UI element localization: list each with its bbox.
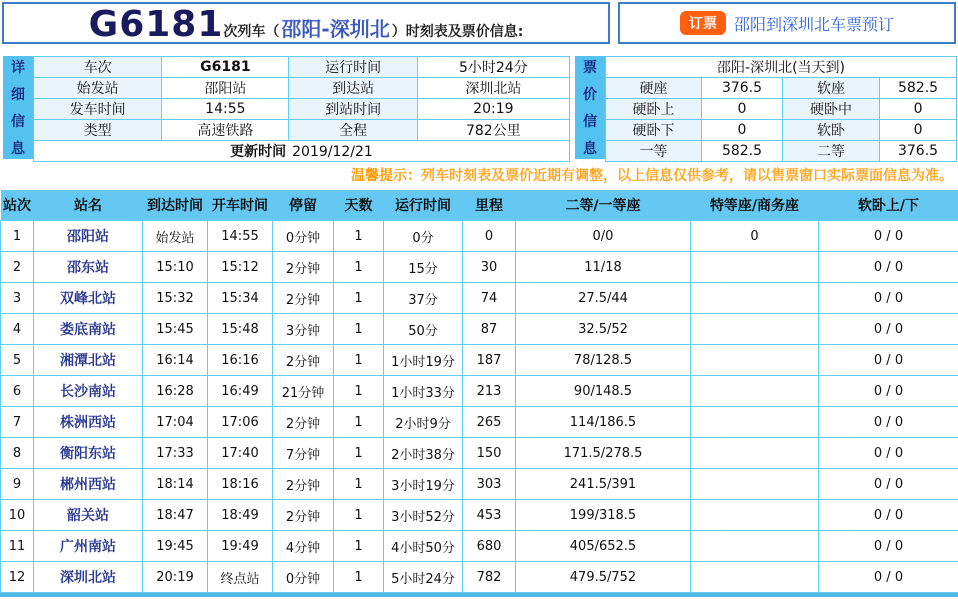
detail-table	[33, 56, 570, 162]
detail-label-char: 息	[11, 138, 25, 158]
depart-time-cell: 18:49	[208, 500, 273, 531]
station-link[interactable]: 郴州西站	[34, 469, 143, 500]
station-no-cell: 8	[1, 438, 34, 469]
depart-time-cell: 14:55	[208, 221, 273, 252]
stop-duration-cell: 2分钟	[273, 469, 334, 500]
distance-cell: 453	[463, 500, 516, 531]
fare-premier-business-cell	[691, 376, 819, 407]
bottom-divider	[0, 593, 958, 597]
station-no-cell: 5	[1, 345, 34, 376]
distance-cell: 150	[463, 438, 516, 469]
detail-panel-label	[3, 56, 33, 159]
price-row	[606, 99, 957, 120]
fare-premier-business-cell	[691, 283, 819, 314]
station-link[interactable]: 长沙南站	[34, 376, 143, 407]
price-class-label: 二等	[783, 141, 880, 162]
station-link[interactable]: 邵阳站	[34, 221, 143, 252]
day-count-cell: 1	[334, 469, 384, 500]
stop-duration-cell: 4分钟	[273, 531, 334, 562]
running-time-cell: 0分	[384, 221, 463, 252]
station-no-cell: 10	[1, 500, 34, 531]
detail-field-label: 类型	[34, 120, 162, 141]
fare-premier-business-cell	[691, 314, 819, 345]
table-row	[1, 345, 958, 376]
booking-badge[interactable]: 订票	[680, 11, 726, 35]
day-count-cell: 1	[334, 500, 384, 531]
detail-field-label: 车次	[34, 57, 162, 78]
day-count-cell: 1	[334, 345, 384, 376]
distance-cell: 0	[463, 221, 516, 252]
running-time-cell: 3小时19分	[384, 469, 463, 500]
arrive-time-cell: 15:32	[143, 283, 208, 314]
table-row	[1, 376, 958, 407]
stop-duration-cell: 2分钟	[273, 407, 334, 438]
notice-row	[0, 159, 958, 190]
distance-cell: 87	[463, 314, 516, 345]
price-class-value: 0	[702, 99, 783, 120]
detail-field-label: 到站时间	[289, 99, 417, 120]
detail-row	[34, 120, 570, 141]
detail-field-value: 邵阳站	[162, 78, 289, 99]
fare-second-first-cell: 479.5/752	[516, 562, 691, 593]
fare-second-first-cell: 78/128.5	[516, 345, 691, 376]
table-row	[1, 252, 958, 283]
distance-cell: 30	[463, 252, 516, 283]
detail-field-value: 5小时24分	[417, 57, 569, 78]
distance-cell: 265	[463, 407, 516, 438]
price-panel-label	[575, 56, 605, 159]
detail-label-char: 细	[11, 84, 25, 104]
arrive-time-cell: 18:14	[143, 469, 208, 500]
detail-field-value: 14:55	[162, 99, 289, 120]
day-count-cell: 1	[334, 438, 384, 469]
booking-box	[618, 2, 956, 44]
station-no-cell: 2	[1, 252, 34, 283]
distance-cell: 74	[463, 283, 516, 314]
top-row	[2, 2, 956, 44]
depart-time-cell: 终点站	[208, 562, 273, 593]
col-header-fare-premier-business: 特等座/商务座	[691, 190, 819, 221]
col-header-day-count: 天数	[334, 190, 384, 221]
fare-soft-sleeper-cell: 0 / 0	[819, 438, 958, 469]
arrive-time-cell: 17:04	[143, 407, 208, 438]
station-link[interactable]: 双峰北站	[34, 283, 143, 314]
fare-premier-business-cell	[691, 562, 819, 593]
col-header-fare-second-first: 二等/一等座	[516, 190, 691, 221]
price-class-value: 0	[880, 120, 957, 141]
detail-field-value: 20:19	[417, 99, 569, 120]
fare-premier-business-cell	[691, 438, 819, 469]
fare-second-first-cell: 114/186.5	[516, 407, 691, 438]
station-no-cell: 11	[1, 531, 34, 562]
arrive-time-cell: 20:19	[143, 562, 208, 593]
depart-time-cell: 16:49	[208, 376, 273, 407]
update-time-label: 更新时间	[230, 144, 286, 160]
stop-duration-cell: 3分钟	[273, 314, 334, 345]
running-time-cell: 1小时19分	[384, 345, 463, 376]
table-row	[1, 531, 958, 562]
arrive-time-cell: 15:45	[143, 314, 208, 345]
distance-cell: 187	[463, 345, 516, 376]
fare-second-first-cell: 90/148.5	[516, 376, 691, 407]
day-count-cell: 1	[334, 314, 384, 345]
station-no-cell: 3	[1, 283, 34, 314]
day-count-cell: 1	[334, 252, 384, 283]
distance-cell: 213	[463, 376, 516, 407]
fare-premier-business-cell	[691, 345, 819, 376]
table-row	[1, 407, 958, 438]
detail-field-label: 运行时间	[289, 57, 417, 78]
title-end-text: ）时刻表及票价信息:	[392, 21, 524, 41]
detail-panel	[3, 56, 570, 159]
price-label-char: 价	[583, 84, 597, 104]
page	[0, 2, 958, 597]
stop-duration-cell: 2分钟	[273, 500, 334, 531]
price-class-label: 硬卧上	[606, 99, 702, 120]
col-header-depart-time: 开车时间	[208, 190, 273, 221]
fare-soft-sleeper-cell: 0 / 0	[819, 345, 958, 376]
col-header-distance: 里程	[463, 190, 516, 221]
fare-soft-sleeper-cell: 0 / 0	[819, 283, 958, 314]
price-panel	[575, 56, 957, 159]
fare-soft-sleeper-cell: 0 / 0	[819, 407, 958, 438]
price-class-value: 0	[702, 120, 783, 141]
running-time-cell: 1小时33分	[384, 376, 463, 407]
arrive-time-cell: 19:45	[143, 531, 208, 562]
station-no-cell: 1	[1, 221, 34, 252]
station-link[interactable]: 湘潭北站	[34, 345, 143, 376]
col-header-station-name: 站名	[34, 190, 143, 221]
detail-row	[34, 57, 570, 78]
depart-time-cell: 15:48	[208, 314, 273, 345]
fare-premier-business-cell	[691, 252, 819, 283]
price-header-row	[606, 57, 957, 78]
price-class-label: 硬座	[606, 78, 702, 99]
price-class-label: 软座	[783, 78, 880, 99]
running-time-cell: 2小时38分	[384, 438, 463, 469]
title-route-link[interactable]: 邵阳-深圳北	[281, 13, 389, 42]
notice-text: 列车时刻表及票价近期有调整，以上信息仅供参考，请以售票窗口实际票面信息为准。	[421, 165, 953, 185]
fare-soft-sleeper-cell: 0 / 0	[819, 562, 958, 593]
price-row	[606, 141, 957, 162]
station-link[interactable]: 株洲西站	[34, 407, 143, 438]
price-class-label: 硬卧中	[783, 99, 880, 120]
col-header-arrive-time: 到达时间	[143, 190, 208, 221]
price-row	[606, 120, 957, 141]
fare-premier-business-cell	[691, 407, 819, 438]
fare-second-first-cell: 11/18	[516, 252, 691, 283]
fare-soft-sleeper-cell: 0 / 0	[819, 376, 958, 407]
stop-duration-cell: 2分钟	[273, 345, 334, 376]
depart-time-cell: 17:06	[208, 407, 273, 438]
booking-link[interactable]: 邵阳到深圳北车票预订	[734, 12, 894, 35]
stop-duration-cell: 2分钟	[273, 252, 334, 283]
day-count-cell: 1	[334, 221, 384, 252]
day-count-cell: 1	[334, 531, 384, 562]
col-header-station-no: 站次	[1, 190, 34, 221]
table-row	[1, 314, 958, 345]
day-count-cell: 1	[334, 283, 384, 314]
stop-duration-cell: 2分钟	[273, 283, 334, 314]
update-time-value: 2019/12/21	[292, 144, 373, 160]
fare-second-first-cell: 32.5/52	[516, 314, 691, 345]
day-count-cell: 1	[334, 562, 384, 593]
fare-second-first-cell: 0/0	[516, 221, 691, 252]
distance-cell: 303	[463, 469, 516, 500]
info-row	[3, 56, 958, 159]
station-link[interactable]: 娄底南站	[34, 314, 143, 345]
depart-time-cell: 18:16	[208, 469, 273, 500]
station-no-cell: 9	[1, 469, 34, 500]
running-time-cell: 50分	[384, 314, 463, 345]
detail-field-label: 全程	[289, 120, 417, 141]
running-time-cell: 4小时50分	[384, 531, 463, 562]
running-time-cell: 37分	[384, 283, 463, 314]
arrive-time-cell: 16:28	[143, 376, 208, 407]
depart-time-cell: 16:16	[208, 345, 273, 376]
price-class-value: 0	[880, 99, 957, 120]
detail-row	[34, 99, 570, 120]
running-time-cell: 15分	[384, 252, 463, 283]
arrive-time-cell: 15:10	[143, 252, 208, 283]
fare-soft-sleeper-cell: 0 / 0	[819, 221, 958, 252]
distance-cell: 782	[463, 562, 516, 593]
stop-duration-cell: 21分钟	[273, 376, 334, 407]
price-class-label: 软卧	[783, 120, 880, 141]
station-link[interactable]: 韶关站	[34, 500, 143, 531]
distance-cell: 680	[463, 531, 516, 562]
fare-second-first-cell: 241.5/391	[516, 469, 691, 500]
table-row	[1, 469, 958, 500]
fare-second-first-cell: 27.5/44	[516, 283, 691, 314]
price-class-value: 376.5	[702, 78, 783, 99]
table-row	[1, 283, 958, 314]
price-label-char: 信	[583, 111, 597, 131]
detail-field-label: 到达站	[289, 78, 417, 99]
detail-field-label: 始发站	[34, 78, 162, 99]
page-title	[2, 2, 610, 44]
detail-row	[34, 78, 570, 99]
running-time-cell: 2小时9分	[384, 407, 463, 438]
table-row	[1, 500, 958, 531]
detail-field-value: 深圳北站	[417, 78, 569, 99]
running-time-cell: 5小时24分	[384, 562, 463, 593]
table-row	[1, 221, 958, 252]
timetable-header-row	[1, 190, 958, 221]
arrive-time-cell: 18:47	[143, 500, 208, 531]
depart-time-cell: 19:49	[208, 531, 273, 562]
fare-soft-sleeper-cell: 0 / 0	[819, 500, 958, 531]
depart-time-cell: 17:40	[208, 438, 273, 469]
col-header-stop-duration: 停留	[273, 190, 334, 221]
stop-duration-cell: 7分钟	[273, 438, 334, 469]
fare-second-first-cell: 199/318.5	[516, 500, 691, 531]
table-row	[1, 438, 958, 469]
price-class-value: 582.5	[880, 78, 957, 99]
table-row	[1, 562, 958, 593]
timetable	[0, 190, 958, 593]
running-time-cell: 3小时52分	[384, 500, 463, 531]
detail-label-char: 详	[11, 57, 25, 77]
price-class-value: 582.5	[702, 141, 783, 162]
fare-second-first-cell: 171.5/278.5	[516, 438, 691, 469]
depart-time-cell: 15:12	[208, 252, 273, 283]
detail-field-value: 高速铁路	[162, 120, 289, 141]
station-no-cell: 6	[1, 376, 34, 407]
detail-field-label: 发车时间	[34, 99, 162, 120]
title-train-number: G6181	[89, 5, 224, 45]
stop-duration-cell: 0分钟	[273, 562, 334, 593]
col-header-fare-soft-sleeper: 软卧上/下	[819, 190, 958, 221]
station-link[interactable]: 广州南站	[34, 531, 143, 562]
fare-premier-business-cell	[691, 531, 819, 562]
title-mid-text: 次列车（	[223, 21, 279, 41]
price-route-header: 邵阳-深圳北(当天到)	[606, 57, 957, 78]
station-no-cell: 12	[1, 562, 34, 593]
price-row	[606, 78, 957, 99]
fare-premier-business-cell	[691, 500, 819, 531]
arrive-time-cell: 17:33	[143, 438, 208, 469]
arrive-time-cell: 始发站	[143, 221, 208, 252]
detail-field-value: 782公里	[417, 120, 569, 141]
depart-time-cell: 15:34	[208, 283, 273, 314]
detail-label-char: 信	[11, 111, 25, 131]
station-link[interactable]: 深圳北站	[34, 562, 143, 593]
stop-duration-cell: 0分钟	[273, 221, 334, 252]
col-header-running-time: 运行时间	[384, 190, 463, 221]
fare-soft-sleeper-cell: 0 / 0	[819, 252, 958, 283]
fare-soft-sleeper-cell: 0 / 0	[819, 469, 958, 500]
price-class-value: 376.5	[880, 141, 957, 162]
update-time-cell	[34, 141, 570, 162]
notice-prefix: 温馨提示：	[351, 165, 421, 185]
day-count-cell: 1	[334, 376, 384, 407]
price-class-label: 硬卧下	[606, 120, 702, 141]
fare-second-first-cell: 405/652.5	[516, 531, 691, 562]
fare-soft-sleeper-cell: 0 / 0	[819, 314, 958, 345]
price-class-label: 一等	[606, 141, 702, 162]
fare-premier-business-cell	[691, 469, 819, 500]
price-table	[605, 56, 957, 162]
arrive-time-cell: 16:14	[143, 345, 208, 376]
station-link[interactable]: 邵东站	[34, 252, 143, 283]
detail-field-value: G6181	[162, 57, 289, 78]
price-label-char: 票	[583, 57, 597, 77]
day-count-cell: 1	[334, 407, 384, 438]
fare-soft-sleeper-cell: 0 / 0	[819, 531, 958, 562]
station-link[interactable]: 衡阳东站	[34, 438, 143, 469]
fare-premier-business-cell: 0	[691, 221, 819, 252]
price-label-char: 息	[583, 138, 597, 158]
station-no-cell: 4	[1, 314, 34, 345]
update-time-row	[34, 141, 570, 162]
station-no-cell: 7	[1, 407, 34, 438]
